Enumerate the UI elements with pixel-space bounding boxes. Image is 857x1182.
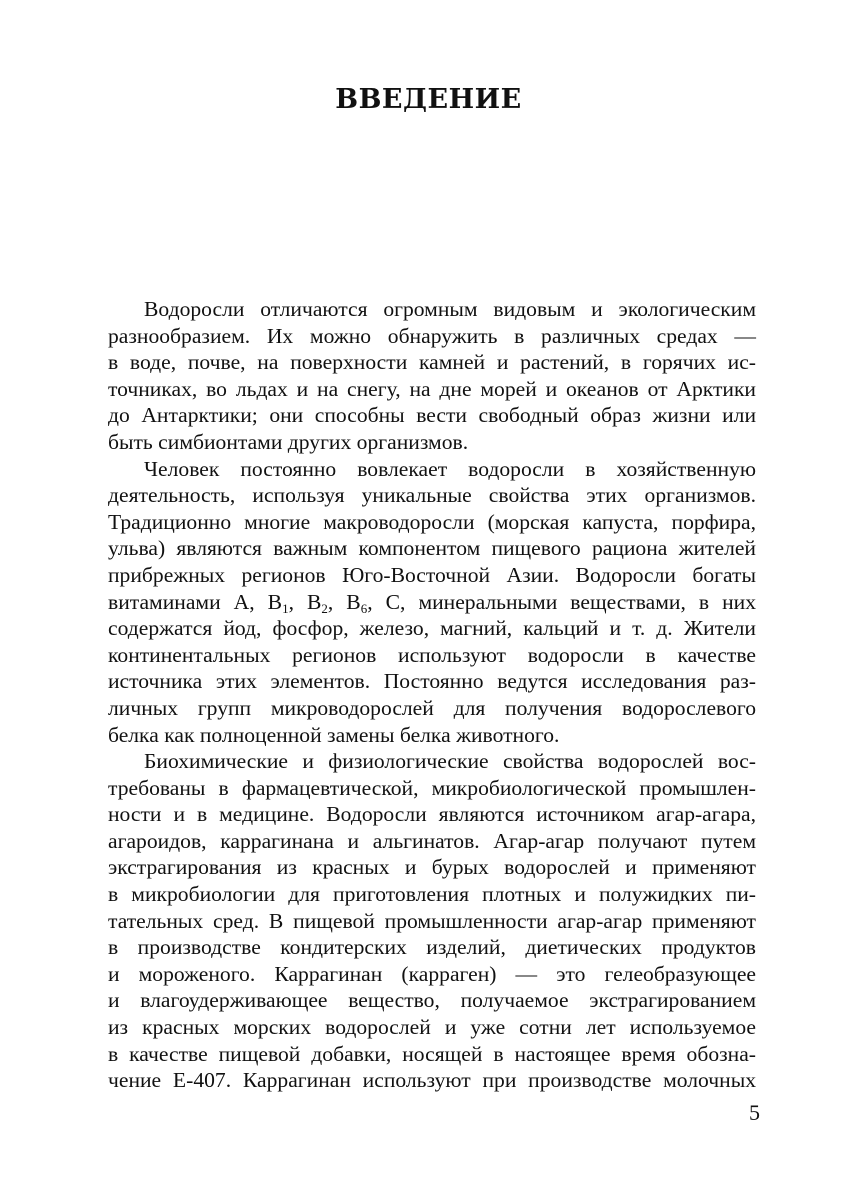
text-line: в качестве пищевой добавки, носящей в настоящее время обозна-	[108, 1041, 756, 1066]
vitamin-suffix: , С, минеральными веществами, в них	[367, 589, 756, 614]
text-line: Традиционно многие макроводоросли (морская капуста, порфира,	[108, 509, 756, 534]
text-line: ульва) являются важным компонентом пищевого рациона жителей	[108, 536, 756, 561]
text-line: до Антарктики; они способны вести свободный образ жизни или	[108, 403, 756, 428]
body-text	[108, 296, 756, 1094]
vitamin-separator: , В	[327, 589, 361, 614]
text-line: личных групп микроводорослей для получения водорослевого	[108, 695, 756, 720]
paragraph-2	[108, 456, 756, 749]
text-line: деятельность, используя уникальные свойства этих организмов.	[108, 483, 756, 508]
text-line: быть симбионтами других организмов.	[108, 429, 469, 454]
text-line: экстрагирования из красных и бурых водорослей и применяют	[108, 855, 756, 880]
text-line: в воде, почве, на поверхности камней и растений, в горячих ис-	[108, 350, 756, 375]
text-line: континентальных регионов используют водоросли в качестве	[108, 642, 756, 667]
text-line: Биохимические и физиологические свойства водорослей вос-	[144, 749, 756, 774]
text-line: чение Е-407. Каррагинан используют при производстве молочных	[108, 1068, 756, 1093]
subscript: 6	[360, 600, 368, 616]
text-line: из красных морских водорослей и уже сотни лет используемое	[108, 1015, 756, 1040]
text-line: прибрежных регионов Юго-Восточной Азии. Водоросли богаты	[108, 562, 756, 587]
paragraph-1	[108, 296, 756, 456]
text-line: содержатся йод, фосфор, железо, магний, кальций и т. д. Жители	[108, 616, 756, 641]
text-line: в производстве кондитерских изделий, диетических продуктов	[108, 935, 756, 960]
vitamin-line	[108, 589, 756, 616]
text-line: тательных сред. В пищевой промышленности агар-агар применяют	[108, 908, 756, 933]
text-line: Водоросли отличаются огромным видовым и экологическим	[144, 297, 756, 321]
text-line: белка как полноценной замены белка животного.	[108, 722, 560, 747]
text-line: ности и в медицине. Водоросли являются источником агар-агара,	[108, 802, 756, 827]
text-line: в микробиологии для приготовления плотных и полужидких пи-	[108, 882, 756, 907]
paragraph-3	[108, 748, 756, 1094]
page-title: ВВЕДЕНИЕ	[335, 84, 522, 115]
text-line: требованы в фармацевтической, микробиологической промышлен-	[108, 775, 756, 800]
subscript: 2	[321, 600, 328, 616]
vitamin-separator: , В	[288, 589, 322, 614]
subscript: 1	[282, 600, 289, 616]
text-line: источника этих элементов. Постоянно ведутся исследования раз-	[108, 669, 756, 694]
page-number: 5	[749, 1100, 760, 1125]
text-line: разнообразием. Их можно обнаружить в различных средах —	[108, 323, 756, 348]
text-line: и мороженого. Каррагинан (карраген) — это гелеобразующее	[108, 961, 756, 986]
vitamin-prefix: витаминами А, В	[108, 589, 283, 614]
text-line: агароидов, каррагинана и альгинатов. Агар-агар получают путем	[108, 828, 756, 853]
text-line: и влагоудерживающее вещество, получаемое экстрагированием	[108, 988, 756, 1013]
text-line: Человек постоянно вовлекает водоросли в хозяйственную	[144, 456, 756, 481]
text-line: точниках, во льдах и на снегу, на дне морей и океанов от Арктики	[108, 376, 756, 401]
